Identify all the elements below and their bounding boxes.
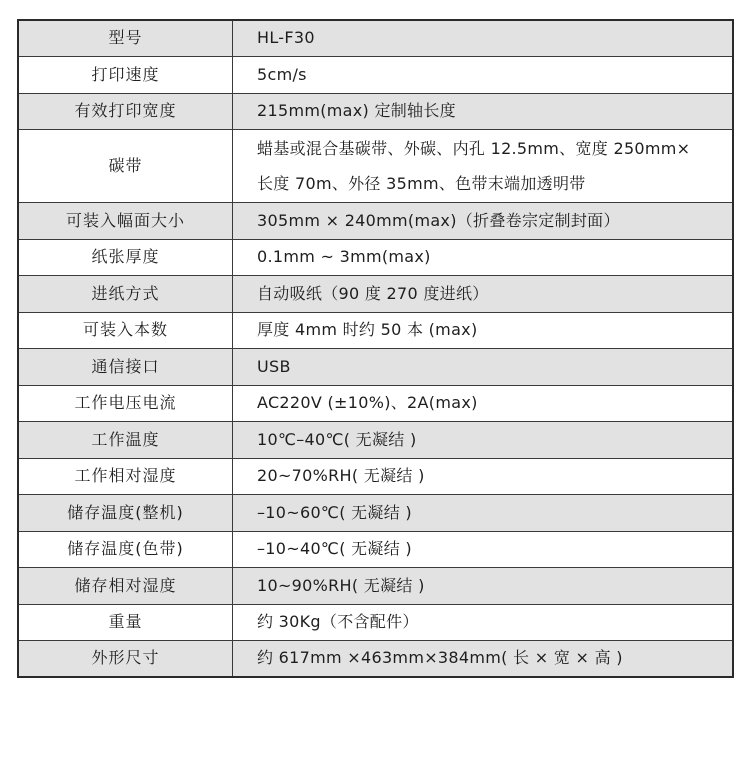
spec-value: 自动吸纸（90 度 270 度进纸） (233, 275, 734, 312)
spec-label: 工作电压电流 (18, 385, 233, 421)
spec-table (17, 19, 734, 678)
spec-value: 0.1mm ~ 3mm(max) (233, 239, 734, 275)
spec-row-feed-method (18, 275, 733, 312)
spec-label: 纸张厚度 (18, 239, 233, 275)
spec-value-line: 长度 70m、外径 35mm、色带末端加透明带 (257, 174, 586, 193)
spec-row-weight (18, 604, 733, 640)
spec-value-line: 蜡基或混合基碳带、外碳、内孔 12.5mm、宽度 250mm× (257, 139, 691, 158)
spec-value: HL-F30 (233, 20, 734, 56)
spec-row-capacity (18, 312, 733, 348)
spec-row-storage-humidity (18, 567, 733, 604)
spec-label: 可装入幅面大小 (18, 202, 233, 239)
spec-row-ribbon (18, 129, 733, 202)
spec-value: 215mm(max) 定制轴长度 (233, 93, 734, 129)
spec-row-power (18, 385, 733, 421)
spec-value: 305mm × 240mm(max)（折叠卷宗定制封面） (233, 202, 734, 239)
spec-row-paper-thickness (18, 239, 733, 275)
spec-label: 工作相对湿度 (18, 458, 233, 494)
spec-label: 储存温度(整机) (18, 494, 233, 531)
spec-label: 碳带 (18, 129, 233, 202)
spec-label: 重量 (18, 604, 233, 640)
spec-value: –10~40℃( 无凝结 ) (233, 531, 734, 567)
spec-label: 外形尺寸 (18, 640, 233, 677)
spec-row-model (18, 20, 733, 56)
spec-row-operating-humidity (18, 458, 733, 494)
spec-row-print-width (18, 93, 733, 129)
spec-value: 约 617mm ×463mm×384mm( 长 × 宽 × 高 ) (233, 640, 734, 677)
spec-value: 10~90%RH( 无凝结 ) (233, 567, 734, 604)
spec-row-dimensions (18, 640, 733, 677)
spec-value: USB (233, 348, 734, 385)
spec-label: 通信接口 (18, 348, 233, 385)
spec-row-print-speed (18, 56, 733, 93)
spec-label: 打印速度 (18, 56, 233, 93)
spec-label: 进纸方式 (18, 275, 233, 312)
spec-row-media-size (18, 202, 733, 239)
spec-row-storage-temp-machine (18, 494, 733, 531)
spec-label: 可装入本数 (18, 312, 233, 348)
spec-row-storage-temp-ribbon (18, 531, 733, 567)
spec-value: 约 30Kg（不含配件） (233, 604, 734, 640)
spec-value: –10~60℃( 无凝结 ) (233, 494, 734, 531)
spec-value: AC220V (±10%)、2A(max) (233, 385, 734, 421)
spec-label: 有效打印宽度 (18, 93, 233, 129)
spec-value: 5cm/s (233, 56, 734, 93)
spec-row-operating-temp (18, 421, 733, 458)
spec-label: 储存温度(色带) (18, 531, 233, 567)
spec-value: 厚度 4mm 时约 50 本 (max) (233, 312, 734, 348)
spec-label: 型号 (18, 20, 233, 56)
spec-value: 20~70%RH( 无凝结 ) (233, 458, 734, 494)
spec-label: 工作温度 (18, 421, 233, 458)
spec-label: 储存相对湿度 (18, 567, 233, 604)
spec-row-interface (18, 348, 733, 385)
spec-value: 10℃–40℃( 无凝结 ) (233, 421, 734, 458)
spec-value-multiline (233, 129, 734, 202)
